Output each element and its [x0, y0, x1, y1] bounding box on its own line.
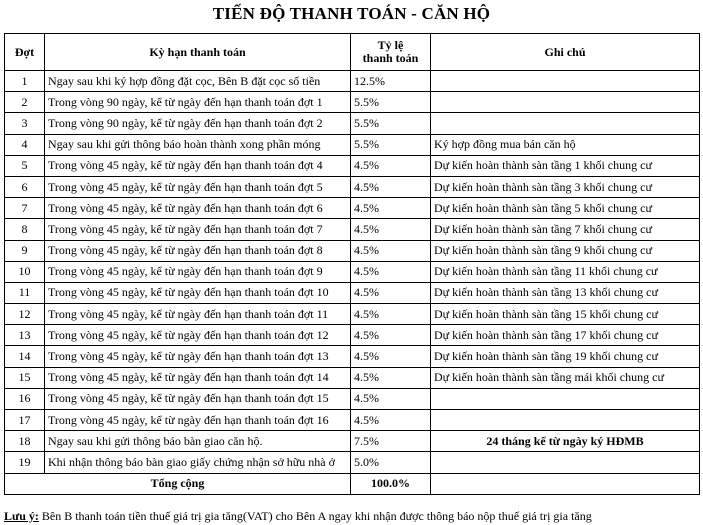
row-rate: 4.5%	[351, 346, 431, 367]
row-rate: 4.5%	[351, 176, 431, 197]
row-term: Ngay sau khi ký hợp đồng đặt cọc, Bên B đặt cọc số tiền	[45, 71, 351, 92]
row-dot: 12	[5, 304, 45, 325]
row-term: Trong vòng 45 ngày, kể từ ngày đến hạn thanh toán đợt 8	[45, 240, 351, 261]
header-ty-le	[351, 34, 431, 71]
row-rate: 4.5%	[351, 198, 431, 219]
row-note	[431, 388, 700, 409]
row-note: Dự kiến hoàn thành sàn tầng mái khối chung cư	[431, 367, 700, 388]
row-term: Ngay sau khi gửi thông báo hoàn thành xong phần móng	[45, 134, 351, 155]
row-note	[431, 410, 700, 431]
row-note	[431, 71, 700, 92]
table-row	[5, 155, 700, 176]
row-note	[431, 113, 700, 134]
row-term: Trong vòng 45 ngày, kể từ ngày đến hạn thanh toán đợt 13	[45, 346, 351, 367]
table-row	[5, 388, 700, 409]
table-row	[5, 219, 700, 240]
row-rate: 4.5%	[351, 410, 431, 431]
row-rate: 4.5%	[351, 304, 431, 325]
payment-schedule-table	[4, 33, 700, 495]
row-term: Trong vòng 45 ngày, kể từ ngày đến hạn thanh toán đợt 10	[45, 282, 351, 303]
row-dot: 17	[5, 410, 45, 431]
row-term: Trong vòng 45 ngày, kể từ ngày đến hạn thanh toán đợt 6	[45, 198, 351, 219]
row-note: Dự kiến hoàn thành sàn tầng 11 khối chung cư	[431, 261, 700, 282]
row-term: Trong vòng 45 ngày, kể từ ngày đến hạn thanh toán đợt 9	[45, 261, 351, 282]
row-rate: 4.5%	[351, 388, 431, 409]
header-dot: Đợt	[5, 34, 45, 71]
row-dot: 2	[5, 92, 45, 113]
table-row	[5, 282, 700, 303]
table-row	[5, 410, 700, 431]
row-note: 24 tháng kể từ ngày ký HĐMB	[431, 431, 700, 452]
row-dot: 4	[5, 134, 45, 155]
table-row	[5, 304, 700, 325]
row-rate: 4.5%	[351, 240, 431, 261]
table-row	[5, 134, 700, 155]
row-dot: 14	[5, 346, 45, 367]
row-term: Ngay sau khi gửi thông báo bàn giao căn hộ.	[45, 431, 351, 452]
row-dot: 1	[5, 71, 45, 92]
row-rate: 5.5%	[351, 92, 431, 113]
row-dot: 11	[5, 282, 45, 303]
row-note: Ký hợp đồng mua bán căn hộ	[431, 134, 700, 155]
row-rate: 5.5%	[351, 113, 431, 134]
row-term: Khi nhận thông báo bàn giao giấy chứng nhận sở hữu nhà ở	[45, 452, 351, 473]
row-note: Dự kiến hoàn thành sàn tầng 13 khối chung cư	[431, 282, 700, 303]
row-rate: 4.5%	[351, 282, 431, 303]
row-dot: 8	[5, 219, 45, 240]
header-ty-le-line2: thanh toán	[362, 51, 419, 65]
row-term: Trong vòng 45 ngày, kể từ ngày đến hạn thanh toán đợt 5	[45, 176, 351, 197]
footnote-label: Lưu ý:	[4, 509, 39, 523]
row-rate: 4.5%	[351, 367, 431, 388]
table-row	[5, 346, 700, 367]
table-row	[5, 198, 700, 219]
row-note: Dự kiến hoàn thành sàn tầng 9 khối chung cư	[431, 240, 700, 261]
row-dot: 16	[5, 388, 45, 409]
row-note: Dự kiến hoàn thành sàn tầng 1 khối chung cư	[431, 155, 700, 176]
table-row	[5, 261, 700, 282]
row-term: Trong vòng 45 ngày, kể từ ngày đến hạn thanh toán đợt 15	[45, 388, 351, 409]
table-row	[5, 176, 700, 197]
row-term: Trong vòng 45 ngày, kể từ ngày đến hạn thanh toán đợt 4	[45, 155, 351, 176]
total-label: Tổng cộng	[5, 473, 351, 494]
header-ky-han: Kỳ hạn thanh toán	[45, 34, 351, 71]
row-note: Dự kiến hoàn thành sàn tầng 7 khối chung cư	[431, 219, 700, 240]
row-note: Dự kiến hoàn thành sàn tầng 5 khối chung cư	[431, 198, 700, 219]
total-row	[5, 473, 700, 494]
row-dot: 3	[5, 113, 45, 134]
row-term: Trong vòng 45 ngày, kể từ ngày đến hạn thanh toán đợt 12	[45, 325, 351, 346]
row-note: Dự kiến hoàn thành sàn tầng 15 khối chung cư	[431, 304, 700, 325]
row-rate: 12.5%	[351, 71, 431, 92]
row-dot: 7	[5, 198, 45, 219]
row-note: Dự kiến hoàn thành sàn tầng 3 khối chung cư	[431, 176, 700, 197]
row-dot: 19	[5, 452, 45, 473]
row-dot: 13	[5, 325, 45, 346]
row-dot: 9	[5, 240, 45, 261]
row-rate: 7.5%	[351, 431, 431, 452]
footnote	[4, 509, 592, 524]
row-rate: 4.5%	[351, 155, 431, 176]
table-row	[5, 325, 700, 346]
row-term: Trong vòng 45 ngày, kể từ ngày đến hạn thanh toán đợt 11	[45, 304, 351, 325]
header-ghi-chu: Ghi chú	[431, 34, 700, 71]
table-row	[5, 71, 700, 92]
row-dot: 10	[5, 261, 45, 282]
row-rate: 5.5%	[351, 134, 431, 155]
row-note	[431, 92, 700, 113]
row-rate: 5.0%	[351, 452, 431, 473]
table-row	[5, 452, 700, 473]
row-note: Dự kiến hoàn thành sàn tầng 17 khối chung cư	[431, 325, 700, 346]
row-note	[431, 452, 700, 473]
row-dot: 18	[5, 431, 45, 452]
header-ty-le-line1: Tỷ lệ	[377, 38, 404, 52]
page-title: TIẾN ĐỘ THANH TOÁN - CĂN HỘ	[212, 4, 491, 23]
table-row	[5, 113, 700, 134]
row-rate: 4.5%	[351, 219, 431, 240]
row-rate: 4.5%	[351, 261, 431, 282]
table-row	[5, 92, 700, 113]
row-term: Trong vòng 90 ngày, kể từ ngày đến hạn thanh toán đợt 2	[45, 113, 351, 134]
row-term: Trong vòng 45 ngày, kể từ ngày đến hạn thanh toán đợt 14	[45, 367, 351, 388]
row-dot: 6	[5, 176, 45, 197]
total-rate: 100.0%	[351, 473, 431, 494]
row-note: Dự kiến hoàn thành sàn tầng 19 khối chung cư	[431, 346, 700, 367]
table-body	[5, 71, 700, 474]
table-row	[5, 240, 700, 261]
row-dot: 15	[5, 367, 45, 388]
row-rate: 4.5%	[351, 325, 431, 346]
total-note	[431, 473, 700, 494]
table-row	[5, 431, 700, 452]
table-row	[5, 367, 700, 388]
table-header-row	[5, 34, 700, 71]
footnote-text: Bên B thanh toán tiền thuế giá trị gia tăng(VAT) cho Bên A ngay khi nhận được thông báo nộp thuế giá trị gia tăng	[38, 509, 592, 523]
row-term: Trong vòng 45 ngày, kể từ ngày đến hạn thanh toán đợt 7	[45, 219, 351, 240]
row-dot: 5	[5, 155, 45, 176]
row-term: Trong vòng 90 ngày, kể từ ngày đến hạn thanh toán đợt 1	[45, 92, 351, 113]
row-term: Trong vòng 45 ngày, kể từ ngày đến hạn thanh toán đợt 16	[45, 410, 351, 431]
